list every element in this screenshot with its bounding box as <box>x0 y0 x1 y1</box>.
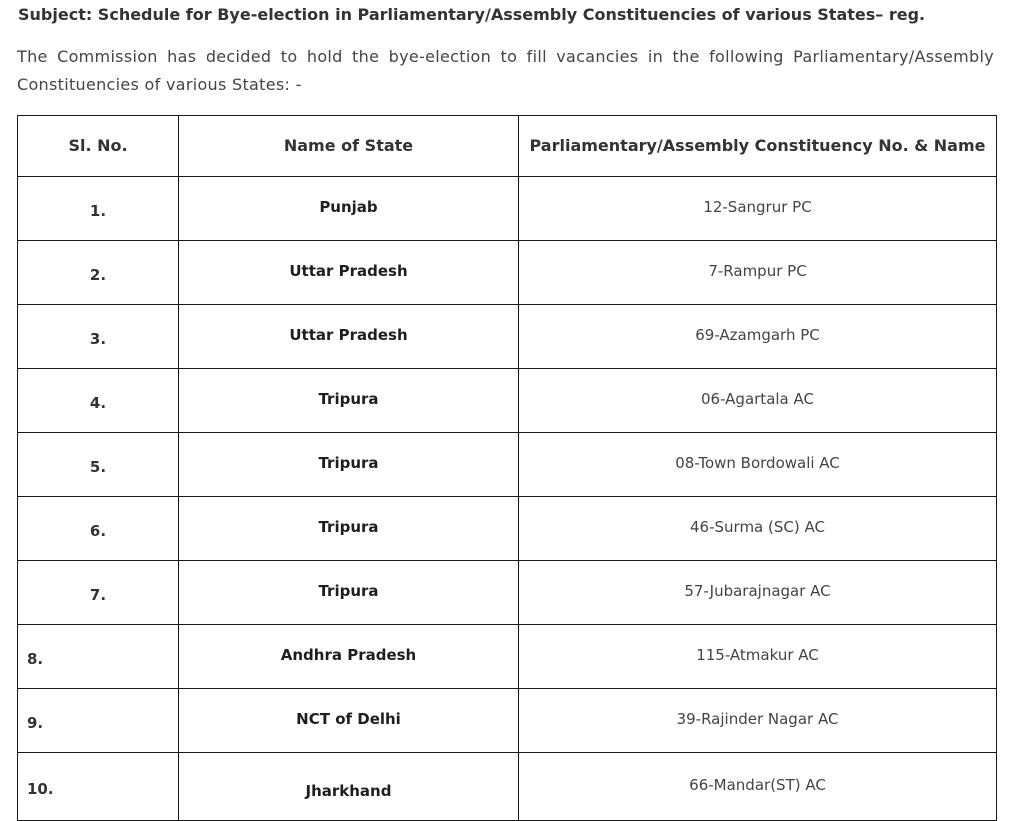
row-state: Tripura <box>179 561 519 625</box>
row-state: Uttar Pradesh <box>179 241 519 305</box>
header-state: Name of State <box>179 116 519 177</box>
row-state: Tripura <box>179 369 519 433</box>
table-row <box>18 241 997 305</box>
row-state: Tripura <box>179 433 519 497</box>
bye-election-schedule-table <box>17 115 997 821</box>
table-row <box>18 625 997 689</box>
table-row <box>18 369 997 433</box>
table-row <box>18 497 997 561</box>
row-state: Punjab <box>179 177 519 241</box>
row-state: Tripura <box>179 497 519 561</box>
row-constituency: 7-Rampur PC <box>519 241 997 305</box>
row-sl-no: 5. <box>18 433 179 497</box>
row-state: NCT of Delhi <box>179 689 519 753</box>
intro-paragraph: The Commission has decided to hold the bye-election to fill vacancies in the following Parliamentary/Assembly Constituencies of various States: - <box>17 47 994 94</box>
row-sl-no: 1. <box>18 177 179 241</box>
header-constituency: Parliamentary/Assembly Constituency No. & Name <box>519 116 997 177</box>
table-row <box>18 177 997 241</box>
table-row <box>18 433 997 497</box>
row-constituency: 115-Atmakur AC <box>519 625 997 689</box>
table-row <box>18 305 997 369</box>
row-constituency: 69-Azamgarh PC <box>519 305 997 369</box>
row-sl-no: 7. <box>18 561 179 625</box>
row-constituency: 46-Surma (SC) AC <box>519 497 997 561</box>
row-sl-no: 6. <box>18 497 179 561</box>
row-constituency: 66-Mandar(ST) AC <box>519 753 997 821</box>
row-sl-no: 10. <box>18 753 179 821</box>
row-sl-no: 3. <box>18 305 179 369</box>
row-sl-no: 4. <box>18 369 179 433</box>
row-state: Uttar Pradesh <box>179 305 519 369</box>
row-sl-no: 2. <box>18 241 179 305</box>
table-row <box>18 689 997 753</box>
row-constituency: 08-Town Bordowali AC <box>519 433 997 497</box>
subject-line: Subject: Schedule for Bye-election in Parliamentary/Assembly Constituencies of various States– reg. <box>18 5 926 24</box>
row-sl-no: 9. <box>18 689 179 753</box>
table-row <box>18 753 997 821</box>
row-state: Jharkhand <box>179 753 519 821</box>
header-sl-no: Sl. No. <box>18 116 179 177</box>
row-constituency: 06-Agartala AC <box>519 369 997 433</box>
table-row <box>18 561 997 625</box>
row-constituency: 39-Rajinder Nagar AC <box>519 689 997 753</box>
row-constituency: 57-Jubarajnagar AC <box>519 561 997 625</box>
row-sl-no: 8. <box>18 625 179 689</box>
row-state: Andhra Pradesh <box>179 625 519 689</box>
row-constituency: 12-Sangrur PC <box>519 177 997 241</box>
table-header-row <box>18 116 997 177</box>
